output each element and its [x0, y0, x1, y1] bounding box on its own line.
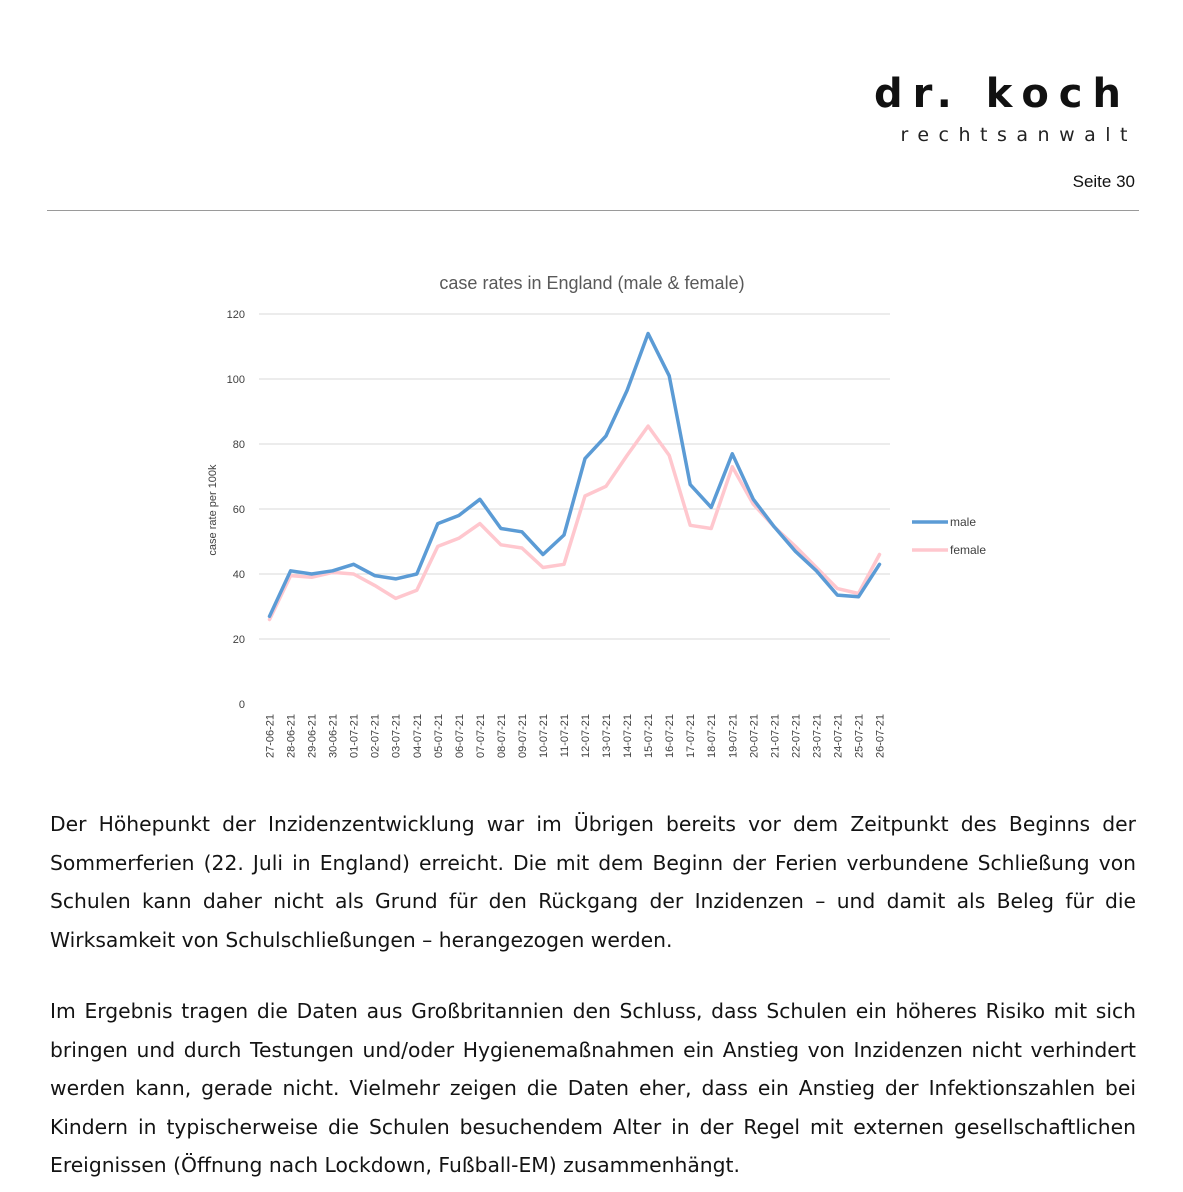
page-number: Seite 30 — [1072, 172, 1135, 191]
paragraph-1: Der Höhepunkt der Inzidenzentwicklung war im Übrigen bereits vor dem Zeitpunkt des Beginns der Sommerferien (22. Juli in England) erreicht. Die mit dem Beginn der Ferien verbundene Schließung von Schulen kann daher nicht als Grund für den Rückgang der Inzidenzen – und damit als Beleg für die Wirksamkeit von Schulschließungen – herangezogen werden. — [50, 812, 1136, 952]
x-tick-label: 29-06-21 — [306, 714, 319, 759]
x-tick-label: 06-07-21 — [453, 714, 466, 759]
brand-subtitle: rechtsanwalt — [900, 124, 1137, 146]
x-tick-label: 14-07-21 — [622, 714, 635, 759]
y-tick-label: 0 — [238, 699, 245, 711]
x-tick-label: 07-07-21 — [474, 714, 487, 759]
x-tick-label: 24-07-21 — [832, 714, 845, 759]
paragraph-2: Im Ergebnis tragen die Daten aus Großbritannien den Schluss, dass Schulen ein höheres Risiko mit sich bringen und durch Testungen und/oder Hygienemaßnahmen ein Anstieg von Inzidenzen nicht verhindert werden kann, gerade nicht. Vielmehr zeigen die Daten eher, dass ein Anstieg der Infektionszahlen bei Kindern in typischerweise die Schulen besuchendem Alter in der Regel mit externen gesellschaftlichen Ereignissen (Öffnung nach Lockdown, Fußball-EM) zusammenhängt. — [50, 999, 1136, 1177]
x-tick-label: 30-06-21 — [327, 714, 340, 759]
y-tick-label: 60 — [232, 504, 245, 516]
legend-label-male: male — [950, 515, 977, 529]
x-tick-label: 08-07-21 — [495, 714, 508, 759]
x-tick-label: 04-07-21 — [411, 714, 424, 759]
x-tick-label: 25-07-21 — [853, 714, 866, 759]
x-tick-label: 10-07-21 — [537, 714, 550, 759]
x-tick-label: 26-07-21 — [874, 714, 887, 759]
x-axis-ticks — [265, 714, 887, 758]
legend-label-female: female — [950, 543, 987, 557]
x-tick-label: 02-07-21 — [369, 714, 382, 759]
x-tick-label: 03-07-21 — [390, 714, 403, 759]
x-tick-label: 11-07-21 — [558, 714, 571, 758]
x-tick-label: 01-07-21 — [348, 714, 361, 759]
x-tick-label: 17-07-21 — [685, 714, 698, 759]
y-tick-label: 40 — [232, 569, 245, 581]
y-tick-label: 80 — [232, 439, 245, 451]
chart-legend — [912, 515, 986, 557]
x-tick-label: 09-07-21 — [516, 714, 529, 759]
chart-gridlines — [259, 314, 890, 639]
brand-name: dr. koch — [874, 71, 1131, 117]
series-line-female — [270, 426, 880, 619]
y-tick-label: 120 — [226, 309, 245, 321]
y-axis-ticks — [227, 309, 245, 711]
x-tick-label: 15-07-21 — [643, 714, 656, 759]
x-tick-label: 19-07-21 — [727, 714, 740, 759]
x-tick-label: 27-06-21 — [264, 714, 277, 759]
y-axis-label: case rate per 100k — [207, 464, 219, 556]
y-tick-label: 20 — [232, 634, 245, 646]
x-tick-label: 12-07-21 — [580, 714, 593, 759]
x-tick-label: 18-07-21 — [706, 714, 719, 759]
x-tick-label: 16-07-21 — [664, 714, 677, 759]
x-tick-label: 13-07-21 — [601, 714, 614, 759]
x-tick-label: 22-07-21 — [790, 714, 803, 759]
x-tick-label: 05-07-21 — [432, 714, 445, 759]
x-tick-label: 21-07-21 — [769, 714, 782, 759]
x-tick-label: 20-07-21 — [748, 714, 761, 759]
chart-series — [270, 334, 880, 620]
y-tick-label: 100 — [226, 374, 245, 386]
chart-title: case rates in England (male & female) — [439, 273, 745, 293]
x-tick-label: 23-07-21 — [811, 714, 824, 759]
x-tick-label: 28-06-21 — [285, 714, 298, 759]
